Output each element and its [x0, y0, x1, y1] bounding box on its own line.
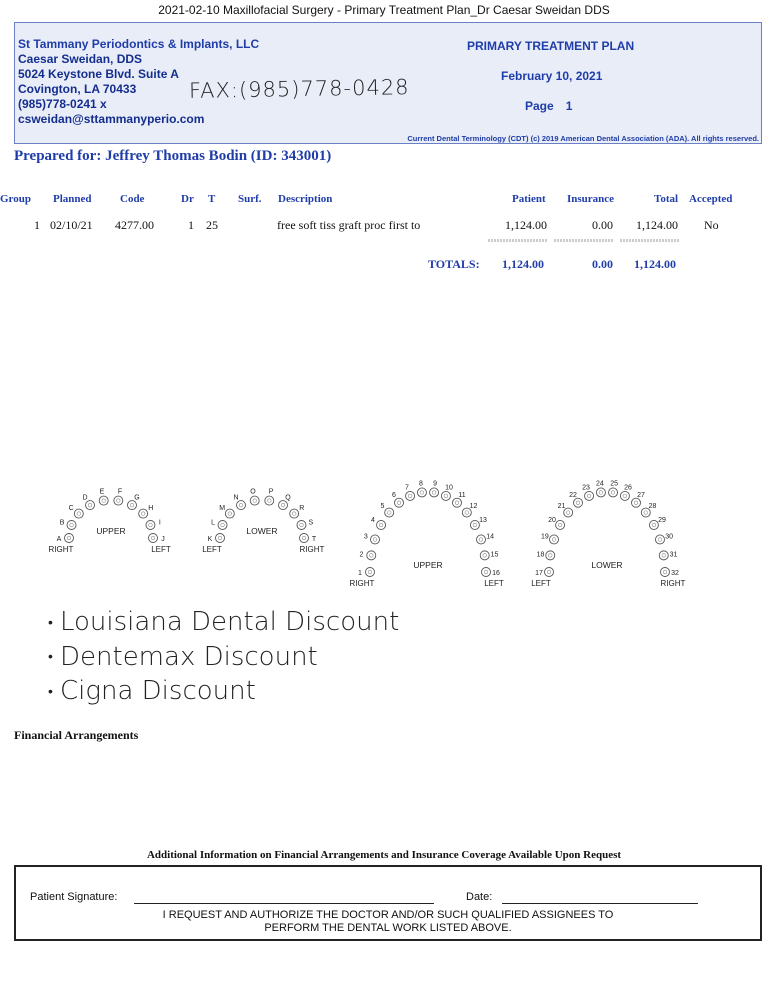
- cell-patient: 1,124.00: [505, 218, 547, 232]
- bullet-icon: •: [48, 614, 53, 631]
- discount-item: • Dentemax Discount: [48, 640, 399, 675]
- primary-lower-tooth-label: O: [250, 488, 256, 496]
- col-t: T: [208, 193, 216, 205]
- primary-upper-tooth-H: [139, 509, 148, 518]
- primary-lower-arch-label: LOWER: [246, 526, 278, 536]
- col-patient: Patient: [512, 193, 546, 205]
- primary-lower-tooth-K: [216, 534, 225, 543]
- permanent-lower-arch-label: LOWER: [591, 560, 623, 570]
- permanent-upper-tooth-1: [366, 568, 375, 577]
- primary-lower-tooth-Q: [279, 501, 288, 510]
- cell-dr: 1: [188, 218, 194, 232]
- permanent-upper-tooth-2: [367, 551, 376, 560]
- totals-label: TOTALS:: [428, 257, 480, 271]
- primary-upper-tooth-label: G: [134, 494, 140, 502]
- primary-upper-tooth-E: [99, 496, 108, 505]
- primary-lower-tooth-label: T: [311, 536, 317, 543]
- permanent-lower-tooth-label: 32: [671, 570, 679, 577]
- permanent-lower-tooth-label: 25: [610, 480, 619, 488]
- primary-upper-tooth-label: B: [59, 519, 65, 527]
- primary-upper-tooth-label: F: [117, 488, 123, 496]
- col-planned: Planned: [53, 193, 92, 205]
- col-code: Code: [120, 193, 145, 205]
- primary-lower-side-right: RIGHT: [299, 545, 325, 554]
- permanent-lower-tooth-label: 31: [669, 551, 678, 559]
- prepared-for: Prepared for: Jeffrey Thomas Bodin (ID: 343001): [14, 148, 332, 164]
- col-group: Group: [0, 193, 31, 205]
- cell-group: 1: [34, 218, 40, 232]
- permanent-upper-tooth-label: 11: [458, 492, 466, 500]
- permanent-lower-tooth-label: 18: [536, 551, 545, 559]
- cell-code: 4277.00: [115, 218, 154, 232]
- primary-lower-tooth-T: [300, 534, 309, 543]
- permanent-upper-tooth-label: 4: [371, 517, 375, 525]
- fax-header: 2021-02-10 Maxillofacial Surgery - Primary Treatment Plan_Dr Caesar Sweidan DDS: [158, 3, 610, 17]
- permanent-upper-tooth-8: [417, 488, 426, 497]
- permanent-upper-tooth-13: [470, 520, 479, 529]
- financial-arrangements-heading: Financial Arrangements: [14, 728, 139, 742]
- permanent-upper-tooth-label: 5: [380, 503, 385, 511]
- phone: (985)778-0241 x: [18, 97, 107, 111]
- totals-total: 1,124.00: [634, 257, 676, 271]
- page-indicator: [525, 99, 572, 113]
- date-line[interactable]: [502, 903, 698, 904]
- cell-insurance: 0.00: [592, 218, 613, 232]
- permanent-lower-tooth-label: 19: [540, 533, 549, 541]
- totals-patient: 1,124.00: [502, 257, 544, 271]
- primary-upper-tooth-label: I: [158, 519, 161, 527]
- permanent-lower-tooth-17: [545, 568, 554, 577]
- primary-lower-tooth-label: M: [219, 505, 226, 513]
- primary-lower-tooth-S: [297, 521, 306, 530]
- permanent-lower-tooth-label: 29: [658, 517, 666, 525]
- permanent-upper-tooth-label: 3: [363, 533, 368, 541]
- primary-lower-tooth-label: K: [207, 536, 213, 543]
- permanent-upper-tooth-label: 13: [479, 517, 487, 525]
- col-total: Total: [654, 193, 679, 205]
- practice-header: [14, 22, 762, 144]
- practice-name: St Tammany Periodontics & Implants, LLC: [18, 37, 260, 51]
- primary-lower-tooth-P: [265, 496, 274, 505]
- permanent-lower-tooth-19: [550, 535, 559, 544]
- permanent-upper-tooth-label: 9: [433, 480, 438, 488]
- signature-line[interactable]: [134, 903, 434, 904]
- patient-subtotal-rule: [488, 239, 548, 242]
- permanent-lower-tooth-20: [556, 520, 565, 529]
- permanent-lower-tooth-label: 22: [569, 492, 577, 500]
- primary-lower-side-left: LEFT: [202, 545, 222, 554]
- authorization-line-1: I REQUEST AND AUTHORIZE THE DOCTOR AND/OR SUCH QUALIFIED ASSIGNEES TO: [162, 909, 614, 921]
- bullet-icon: •: [48, 649, 53, 665]
- primary-upper-tooth-label: J: [161, 536, 165, 543]
- plan-title: PRIMARY TREATMENT PLAN: [467, 39, 635, 53]
- permanent-lower-tooth-31: [659, 551, 668, 560]
- primary-upper-tooth-C: [74, 509, 83, 518]
- doctor-name: Caesar Sweidan, DDS: [18, 52, 143, 66]
- primary-lower-tooth-R: [290, 509, 299, 518]
- primary-lower-tooth-M: [225, 509, 234, 518]
- primary-upper-arch-label: UPPER: [96, 526, 126, 536]
- permanent-upper-tooth-label: 12: [469, 503, 478, 511]
- permanent-lower-tooth-label: 26: [624, 484, 632, 492]
- primary-lower-tooth-label: N: [233, 494, 239, 502]
- permanent-lower-tooth-24: [596, 488, 605, 497]
- permanent-upper-tooth-7: [406, 491, 415, 500]
- copyright-notice: Current Dental Terminology (CDT) (c) 2019 American Dental Association (ADA). All rights reserved.: [407, 134, 759, 143]
- permanent-lower-tooth-label: 17: [535, 570, 543, 577]
- primary-upper-side-right: LEFT: [151, 545, 171, 554]
- permanent-lower-tooth-22: [574, 498, 583, 507]
- primary-upper-tooth-J: [149, 534, 158, 543]
- address-line-2: Covington, LA 70433: [18, 82, 137, 96]
- col-accepted: Accepted: [689, 193, 733, 205]
- permanent-upper-tooth-label: 10: [445, 484, 453, 492]
- address-line-1: 5024 Keystone Blvd. Suite A: [18, 67, 179, 81]
- permanent-lower-tooth-25: [609, 488, 618, 497]
- permanent-upper-tooth-9: [430, 488, 439, 497]
- permanent-upper-tooth-6: [395, 498, 404, 507]
- primary-upper-tooth-G: [128, 501, 137, 510]
- primary-upper-tooth-I: [146, 521, 155, 530]
- permanent-upper-tooth-15: [480, 551, 489, 560]
- cell-planned: 02/10/21: [50, 218, 93, 232]
- permanent-upper-tooth-label: 2: [359, 551, 364, 559]
- page-number: 1: [565, 99, 573, 113]
- bullet-icon: •: [48, 683, 53, 700]
- patient-signature-label: Patient Signature:: [30, 891, 118, 903]
- permanent-lower-tooth-30: [655, 535, 664, 544]
- permanent-upper-tooth-11: [453, 498, 462, 507]
- permanent-lower-tooth-label: 21: [557, 503, 566, 511]
- primary-upper-tooth-A: [65, 534, 74, 543]
- permanent-upper-tooth-label: 6: [392, 492, 396, 500]
- signature-box: [14, 865, 762, 941]
- primary-lower-tooth-L: [218, 521, 227, 530]
- discount-item: • Louisiana Dental Discount: [48, 605, 399, 640]
- permanent-lower-tooth-label: 28: [648, 503, 657, 511]
- permanent-upper-tooth-label: 16: [492, 570, 500, 577]
- permanent-upper-tooth-label: 7: [405, 484, 409, 492]
- permanent-lower-side-right: RIGHT: [660, 579, 686, 588]
- cell-total: 1,124.00: [636, 218, 678, 232]
- permanent-lower-tooth-label: 23: [582, 484, 590, 492]
- primary-upper-tooth-D: [86, 501, 95, 510]
- totals-insurance: 0.00: [592, 257, 613, 271]
- handwritten-fax-number: FAX:(985)778-0428: [188, 75, 410, 103]
- permanent-upper-side-right: LEFT: [484, 579, 504, 588]
- permanent-lower-tooth-23: [585, 491, 594, 500]
- permanent-upper-tooth-16: [482, 568, 491, 577]
- permanent-upper-tooth-4: [377, 520, 386, 529]
- page-label: Page: [525, 99, 554, 113]
- primary-upper-tooth-label: A: [56, 536, 62, 543]
- permanent-lower-tooth-32: [661, 568, 670, 577]
- permanent-lower-tooth-label: 30: [665, 533, 674, 541]
- additional-information: Additional Information on Financial Arrangements and Insurance Coverage Available Upon Request: [146, 849, 622, 861]
- permanent-upper-tooth-5: [385, 508, 394, 517]
- permanent-upper-side-left: RIGHT: [349, 579, 375, 588]
- plan-date: February 10, 2021: [501, 69, 603, 83]
- primary-upper-tooth-label: H: [148, 505, 154, 513]
- permanent-lower-tooth-18: [546, 551, 555, 560]
- primary-upper-tooth-F: [114, 496, 123, 505]
- primary-upper-tooth-label: D: [82, 494, 88, 502]
- cell-accepted: No: [704, 218, 719, 232]
- total-subtotal-rule: [620, 239, 680, 242]
- authorization-statement: [16, 909, 760, 935]
- cell-tooth: 25: [206, 218, 218, 232]
- permanent-upper-tooth-10: [441, 491, 450, 500]
- permanent-lower-tooth-label: 27: [637, 492, 645, 500]
- permanent-upper-tooth-14: [476, 535, 485, 544]
- permanent-upper-tooth-label: 15: [490, 551, 499, 559]
- tooth-charts: [0, 470, 768, 595]
- primary-upper-tooth-label: C: [68, 505, 74, 513]
- primary-lower-tooth-label: P: [268, 488, 274, 496]
- col-dr: Dr: [181, 193, 194, 205]
- col-insurance: Insurance: [567, 193, 615, 205]
- permanent-upper-arch-label: UPPER: [413, 560, 443, 570]
- insurance-subtotal-rule: [554, 239, 614, 242]
- permanent-lower-tooth-label: 20: [548, 517, 556, 525]
- permanent-lower-side-left: LEFT: [531, 579, 551, 588]
- email: csweidan@sttammanyperio.com: [18, 112, 205, 126]
- primary-lower-tooth-label: R: [299, 505, 305, 513]
- cell-description: free soft tiss graft proc first to: [277, 218, 421, 232]
- primary-lower-tooth-N: [237, 501, 246, 510]
- primary-lower-tooth-O: [250, 496, 259, 505]
- primary-lower-tooth-label: S: [308, 519, 314, 527]
- permanent-lower-tooth-27: [632, 498, 641, 507]
- permanent-lower-tooth-label: 24: [595, 480, 604, 488]
- date-label: Date:: [466, 891, 493, 903]
- authorization-line-2: PERFORM THE DENTAL WORK LISTED ABOVE.: [264, 922, 512, 934]
- primary-lower-tooth-label: Q: [285, 494, 291, 502]
- col-description: Description: [278, 193, 333, 205]
- permanent-upper-tooth-3: [371, 535, 380, 544]
- permanent-upper-tooth-label: 8: [418, 480, 423, 488]
- permanent-lower-tooth-26: [620, 491, 629, 500]
- primary-upper-side-left: RIGHT: [48, 545, 74, 554]
- permanent-upper-tooth-label: 14: [486, 533, 495, 541]
- primary-lower-tooth-label: L: [211, 519, 216, 527]
- primary-upper-tooth-label: E: [99, 488, 105, 496]
- permanent-lower-tooth-29: [649, 520, 658, 529]
- handwritten-discount-list: [48, 605, 399, 709]
- permanent-upper-tooth-label: 1: [358, 570, 362, 577]
- discount-item: • Cigna Discount: [48, 674, 399, 709]
- col-surf: Surf.: [238, 193, 262, 205]
- primary-upper-tooth-B: [67, 521, 76, 530]
